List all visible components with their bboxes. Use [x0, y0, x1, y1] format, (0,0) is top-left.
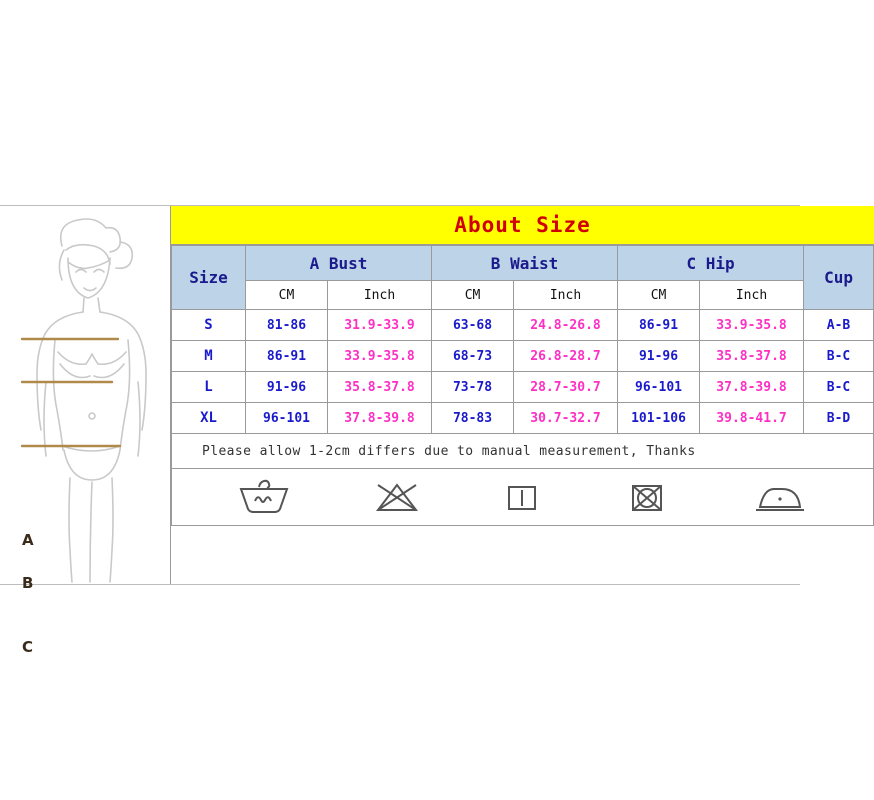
table-row: [172, 403, 874, 434]
female-body-illustration: [0, 206, 170, 584]
table-unit-header-row: [172, 281, 874, 310]
figure-label-a: A: [22, 531, 34, 549]
unit-waist-inch: Inch: [514, 281, 618, 310]
do-not-tumble-dry-icon: [623, 477, 671, 517]
header-hip: C Hip: [618, 246, 804, 281]
measurement-note: Please allow 1-2cm differs due to manual measurement, Thanks: [172, 434, 874, 469]
drip-dry-icon: [500, 477, 544, 517]
cell-bust-cm: 86-91: [246, 341, 328, 372]
table-row: [172, 310, 874, 341]
cell-size: M: [172, 341, 246, 372]
table-row: [172, 341, 874, 372]
cell-waist-cm: 68-73: [432, 341, 514, 372]
cell-waist-cm: 73-78: [432, 372, 514, 403]
cell-size: S: [172, 310, 246, 341]
cell-hip-inch: 39.8-41.7: [700, 403, 804, 434]
header-bust: A Bust: [246, 246, 432, 281]
unit-bust-cm: CM: [246, 281, 328, 310]
cell-bust-cm: 91-96: [246, 372, 328, 403]
unit-waist-cm: CM: [432, 281, 514, 310]
size-chart-card: [0, 205, 853, 656]
table-group-header-row: [172, 246, 874, 281]
unit-hip-cm: CM: [618, 281, 700, 310]
body-figure-panel: [0, 206, 170, 656]
unit-bust-inch: Inch: [328, 281, 432, 310]
do-not-bleach-icon: [372, 477, 422, 517]
unit-hip-inch: Inch: [700, 281, 804, 310]
figure-label-b: B: [22, 574, 34, 592]
cell-hip-cm: 91-96: [618, 341, 700, 372]
cell-size: XL: [172, 403, 246, 434]
about-size-title-bar: [171, 206, 874, 245]
figure-label-c: C: [22, 638, 34, 656]
page-title: About Size: [454, 213, 591, 237]
cell-hip-inch: 33.9-35.8: [700, 310, 804, 341]
cell-hip-cm: 96-101: [618, 372, 700, 403]
size-table-panel: [170, 206, 874, 584]
header-size: Size: [172, 246, 246, 310]
cell-cup: B-D: [804, 403, 874, 434]
table-row: [172, 372, 874, 403]
measurement-note-row: [172, 434, 874, 469]
cell-waist-cm: 63-68: [432, 310, 514, 341]
cell-cup: B-C: [804, 341, 874, 372]
cell-bust-cm: 96-101: [246, 403, 328, 434]
cell-waist-cm: 78-83: [432, 403, 514, 434]
cell-bust-inch: 35.8-37.8: [328, 372, 432, 403]
cell-waist-inch: 26.8-28.7: [514, 341, 618, 372]
cell-size: L: [172, 372, 246, 403]
iron-low-icon: [750, 477, 810, 517]
cell-hip-inch: 35.8-37.8: [700, 341, 804, 372]
cell-hip-cm: 101-106: [618, 403, 700, 434]
size-table: [171, 245, 874, 526]
care-icons-row: [172, 469, 874, 526]
cell-cup: A-B: [804, 310, 874, 341]
cell-hip-inch: 37.8-39.8: [700, 372, 804, 403]
cell-bust-inch: 31.9-33.9: [328, 310, 432, 341]
cell-hip-cm: 86-91: [618, 310, 700, 341]
cell-bust-cm: 81-86: [246, 310, 328, 341]
cell-cup: B-C: [804, 372, 874, 403]
cell-waist-inch: 24.8-26.8: [514, 310, 618, 341]
cell-waist-inch: 30.7-32.7: [514, 403, 618, 434]
cell-bust-inch: 37.8-39.8: [328, 403, 432, 434]
hand-wash-icon: [235, 477, 293, 517]
header-cup: Cup: [804, 246, 874, 310]
cell-bust-inch: 33.9-35.8: [328, 341, 432, 372]
header-waist: B Waist: [432, 246, 618, 281]
cell-waist-inch: 28.7-30.7: [514, 372, 618, 403]
